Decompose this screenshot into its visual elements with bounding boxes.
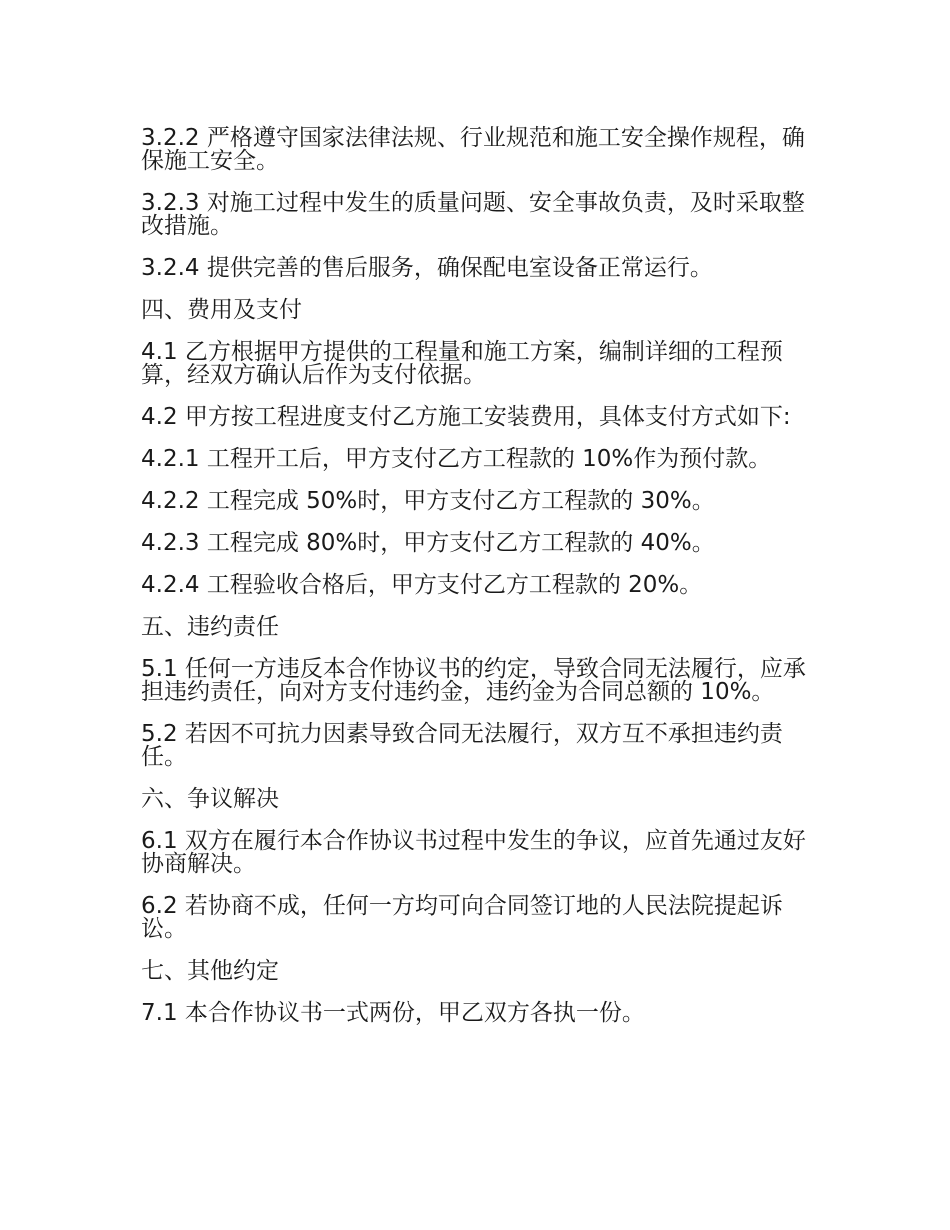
clause-6-2: 6.2 若协商不成，任何一方均可向合同签订地的人民法院提起诉讼。 xyxy=(141,893,783,942)
clause-5-2: 5.2 若因不可抗力因素导致合同无法履行，双方互不承担违约责任。 xyxy=(141,721,783,770)
clause-4-2-1: 4.2.1 工程开工后，甲方支付乙方工程款的 10%作为预付款。 xyxy=(141,446,772,472)
clause-3-2-2: 3.2.2 严格遵守国家法律法规、行业规范和施工安全操作规程，确保施工安全。 xyxy=(141,125,805,174)
clause-3-2-3: 3.2.3 对施工过程中发生的质量问题、安全事故负责，及时采取整改措施。 xyxy=(141,190,805,239)
clause-4-2-4: 4.2.4 工程验收合格后，甲方支付乙方工程款的 20%。 xyxy=(141,572,703,598)
clause-4-1: 4.1 乙方根据甲方提供的工程量和施工方案，编制详细的工程预算，经双方确认后作为支付依据。 xyxy=(141,339,783,388)
clause-5-1: 5.1 任何一方违反本合作协议书的约定，导致合同无法履行，应承担违约责任，向对方支付违约金，违约金为合同总额的 10%。 xyxy=(141,656,806,705)
section-heading-disputes: 六、争议解决 xyxy=(141,786,279,812)
clause-6-1: 6.1 双方在履行本合作协议书过程中发生的争议，应首先通过友好协商解决。 xyxy=(141,828,806,877)
document-page xyxy=(141,127,813,1044)
clause-4-2-2: 4.2.2 工程完成 50%时，甲方支付乙方工程款的 30%。 xyxy=(141,488,715,514)
section-heading-fees: 四、费用及支付 xyxy=(141,297,302,323)
clause-4-2-3: 4.2.3 工程完成 80%时，甲方支付乙方工程款的 40%。 xyxy=(141,530,715,556)
clause-7-1: 7.1 本合作协议书一式两份，甲乙双方各执一份。 xyxy=(141,1000,645,1026)
clause-3-2-4: 3.2.4 提供完善的售后服务，确保配电室设备正常运行。 xyxy=(141,255,713,281)
clause-4-2: 4.2 甲方按工程进度支付乙方施工安装费用，具体支付方式如下: xyxy=(141,404,791,430)
section-heading-other: 七、其他约定 xyxy=(141,958,279,984)
section-heading-breach: 五、违约责任 xyxy=(141,614,279,640)
